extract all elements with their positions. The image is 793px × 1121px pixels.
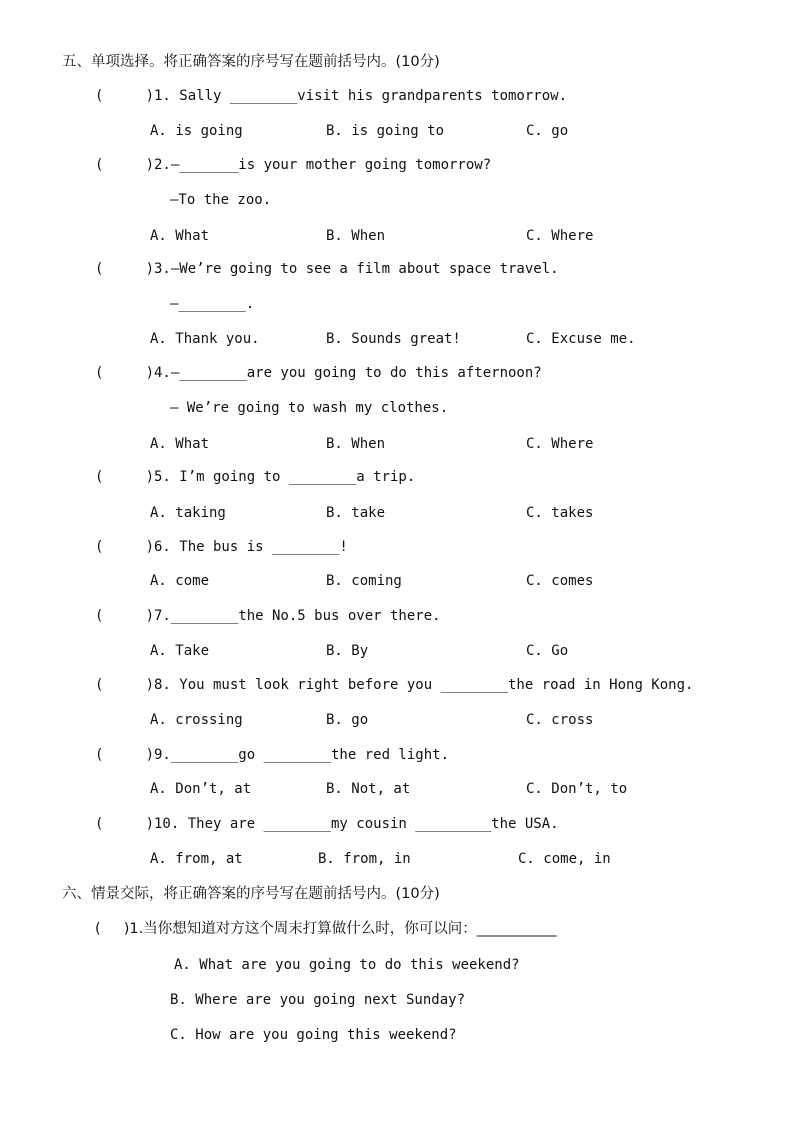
question-2-option-b: B. When xyxy=(326,228,386,244)
question-8-stem: ( )8. You must look right before you ________the road in Hong Kong. xyxy=(95,677,694,693)
question-4-option-a: A. What xyxy=(150,436,210,452)
question-7-option-c: C. Go xyxy=(526,643,569,659)
question-6-option-b: B. coming xyxy=(326,573,402,589)
question-9-option-b: B. Not, at xyxy=(326,781,411,797)
question-3-option-c: C. Excuse me. xyxy=(526,331,636,347)
question-1-option-b: B. is going to xyxy=(326,123,445,139)
question-8-option-a: A. crossing xyxy=(150,712,243,728)
question-1-stem: ( )1. Sally ________visit his grandparents tomorrow. xyxy=(95,88,568,104)
question-4-stem: ( )4.—________are you going to do this afternoon? xyxy=(95,365,542,381)
question-9-option-a: A. Don’t, at xyxy=(150,781,252,797)
section-6-question-1-option-a: A. What are you going to do this weekend? xyxy=(174,957,520,973)
section-6-question-1-option-b: B. Where are you going next Sunday? xyxy=(170,992,466,1008)
question-6-stem: ( )6. The bus is ________! xyxy=(95,539,348,555)
question-7-option-a: A. Take xyxy=(150,643,210,659)
section-5-heading: 五、单项选择。将正确答案的序号写在题前括号内。(10分) xyxy=(62,54,440,70)
question-2-stem: ( )2.—_______is your mother going tomorrow? xyxy=(95,157,492,173)
question-6-option-a: A. come xyxy=(150,573,210,589)
question-3-option-b: B. Sounds great! xyxy=(326,331,461,347)
question-4-reply: — We’re going to wash my clothes. xyxy=(170,400,449,416)
question-6-option-c: C. comes xyxy=(526,573,594,589)
question-9-option-c: C. Don’t, to xyxy=(526,781,628,797)
question-5-stem: ( )5. I’m going to ________a trip. xyxy=(95,469,416,485)
question-1-option-a: A. is going xyxy=(150,123,243,139)
question-7-option-b: B. By xyxy=(326,643,369,659)
question-5-option-c: C. takes xyxy=(526,505,594,521)
question-10-stem: ( )10. They are ________my cousin _________the USA. xyxy=(95,816,559,832)
question-10-option-b: B. from, in xyxy=(318,851,411,867)
question-9-stem: ( )9.________go ________the red light. xyxy=(95,747,450,763)
question-8-option-b: B. go xyxy=(326,712,369,728)
question-3-option-a: A. Thank you. xyxy=(150,331,260,347)
question-3-reply: —________. xyxy=(170,296,255,312)
section-6-question-1-option-c: C. How are you going this weekend? xyxy=(170,1027,457,1043)
question-5-option-a: A. taking xyxy=(150,505,226,521)
question-7-stem: ( )7.________the No.5 bus over there. xyxy=(95,608,441,624)
question-2-option-c: C. Where xyxy=(526,228,594,244)
question-10-option-a: A. from, at xyxy=(150,851,243,867)
question-2-reply: —To the zoo. xyxy=(170,192,272,208)
question-8-option-c: C. cross xyxy=(526,712,594,728)
question-2-option-a: A. What xyxy=(150,228,210,244)
section-6-heading: 六、情景交际，将正确答案的序号写在题前括号内。(10分) xyxy=(62,886,440,902)
question-5-option-b: B. take xyxy=(326,505,386,521)
question-4-option-b: B. When xyxy=(326,436,386,452)
question-10-option-c: C. come, in xyxy=(518,851,611,867)
question-4-option-c: C. Where xyxy=(526,436,594,452)
question-3-stem: ( )3.—We’re going to see a film about space travel. xyxy=(95,261,559,277)
question-1-option-c: C. go xyxy=(526,123,569,139)
section-6-question-1-stem: ( )1.当你想知道对方这个周末打算做什么时，你可以问：___________ xyxy=(95,921,557,937)
